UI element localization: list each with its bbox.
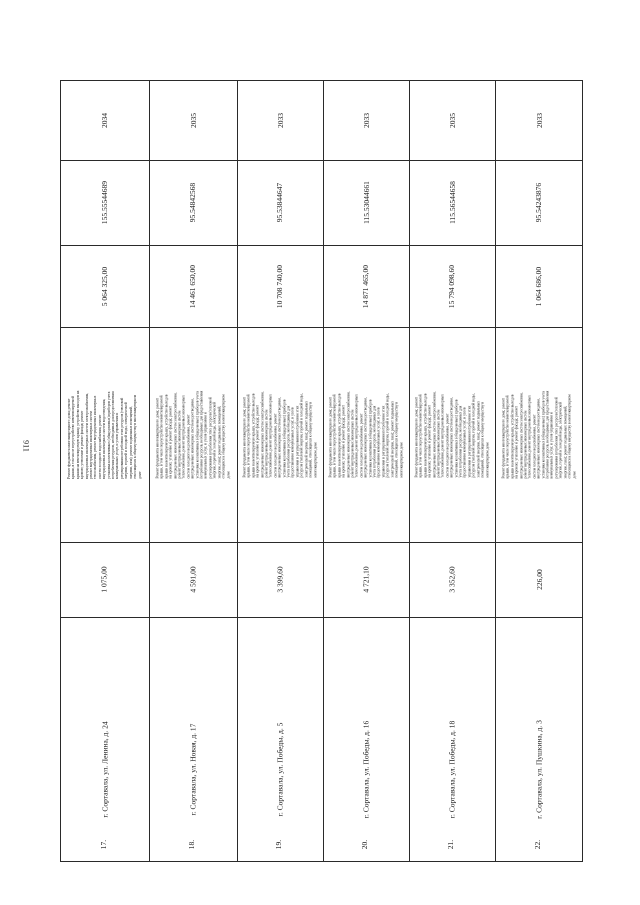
address-cell-text: г. Сортавала, ул. Победы, д. 5 xyxy=(275,722,285,817)
row-number: 17. xyxy=(98,839,108,850)
year-cell-text: 2035 xyxy=(188,112,198,128)
works-cell xyxy=(149,327,237,542)
table-row xyxy=(495,80,583,862)
table-row xyxy=(237,80,323,862)
code-cell-text: 115.53044661 xyxy=(361,181,371,224)
area-cell xyxy=(323,542,409,617)
cost-cell-text: 5 064 325,00 xyxy=(100,266,109,306)
code-cell xyxy=(60,160,149,245)
works-cell xyxy=(323,327,409,542)
cost-cell-text: 14 871 465,00 xyxy=(361,264,371,308)
cost-cell xyxy=(409,245,495,327)
year-cell-text: 2035 xyxy=(447,112,457,128)
area-cell-text: 226,00 xyxy=(534,569,544,590)
code-cell-text: 95.53844647 xyxy=(275,182,285,223)
cost-cell xyxy=(60,245,149,327)
year-cell xyxy=(495,80,583,160)
address-cell xyxy=(409,617,495,862)
year-cell xyxy=(60,80,149,160)
address-cell xyxy=(495,617,583,862)
address-cell xyxy=(237,617,323,862)
works-cell-text: Ремонт фундамента многоквартирного дома; ремонт крыши, в том числе переустройство невентилируемой крыши на вентилируемую крышу, устройство выходов на кровлю; утепление и ремонт фасада; ремонт внутридомовых инженерных систем электроснабжения, ремонт внутридомовых инженерных систем теплоснабжения, ремонт внутридомовых инженерных систем холодного водоснабжения, ремонт внутридомовых инженерных систем водоотведения, установка коллективных (общедомовых) приборов учета потребления ресурсов, необходимых для предоставления коммунальных услуг, и узлов управления и регулирования потребления этих ресурсов (тепловой энергии, горячей и холодной воды, электрической энергии, газа); ремонт подвальных помещений, относящихся к общему имуществу в многоквартирном доме xyxy=(414,391,490,478)
works-cell-text: Ремонт фундамента многоквартирного дома; ремонт крыши, в том числе переустройство невентилируемой крыши на вентилируемую крышу, устройство выходов на кровлю; утепление и ремонт фасада; ремонт внутридомовых инженерных систем электроснабжения, ремонт внутридомовых инженерных систем теплоснабжения, ремонт внутридомовых инженерных систем холодного водоснабжения, ремонт внутридомовых инженерных систем водоотведения, установка коллективных (общедомовых) приборов учета потребления ресурсов, необходимых для предоставления коммунальных услуг, и узлов управления и регулирования потребления этих ресурсов (тепловой энергии, горячей и холодной воды, электрической энергии, газа); ремонт подвальных помещений, относящихся к общему имуществу в многоквартирном доме xyxy=(501,390,577,479)
works-cell-text: Ремонт фундамента многоквартирного дома; ремонт крыши, в том числе переустройство невентилируемой крыши на вентилируемую крышу, устройство выходов на кровлю; утепление и ремонт фасада; ремонт внутридомовых инженерных систем электроснабжения, ремонт внутридомовых инженерных систем теплоснабжения, ремонт внутридомовых инженерных систем холодного водоснабжения, ремонт внутридомовых инженерных систем водоотведения, установка коллективных (общедомовых) приборов учета потребления ресурсов, необходимых для предоставления коммунальных услуг, и узлов управления и регулирования потребления этих ресурсов (тепловой энергии, горячей и холодной воды, электрической энергии, газа); ремонт подвальных помещений, относящихся к общему имуществу в многоквартирном доме xyxy=(242,391,318,478)
address-cell xyxy=(149,617,237,862)
area-cell-text: 3 399,60 xyxy=(275,566,285,593)
year-cell-text: 2034 xyxy=(100,112,109,128)
cost-cell xyxy=(495,245,583,327)
area-cell-text: 4 591,00 xyxy=(188,566,198,593)
code-cell-text: 95.54243876 xyxy=(534,182,544,223)
table-row xyxy=(149,80,237,862)
code-cell-text: 155.55544689 xyxy=(100,180,109,225)
area-cell xyxy=(60,542,149,617)
table-row xyxy=(60,80,149,862)
address-cell-text: г. Сортавала, ул. Победы, д. 18 xyxy=(447,720,457,819)
address-cell xyxy=(323,617,409,862)
cost-cell xyxy=(323,245,409,327)
row-number: 20. xyxy=(360,839,370,850)
row-number: 18. xyxy=(187,839,197,850)
works-cell-text: Ремонт фундамента многоквартирного дома; ремонт крыши, в том числе переустройство невентилируемой крыши на вентилируемую крышу, устройство выходов на кровлю; утепление и ремонт фасада; ремонт внутридомовых инженерных систем электроснабжения, ремонт внутридомовых инженерных систем теплоснабжения, ремонт внутридомовых инженерных систем холодного водоснабжения, ремонт внутридомовых инженерных систем водоотведения, установка коллективных (общедомовых) приборов учета потребления ресурсов, необходимых для предоставления коммунальных услуг, и узлов управления и регулирования потребления этих ресурсов (тепловой энергии, горячей и холодной воды, электрической энергии, газа); ремонт подвальных помещений, относящихся к общему имуществу в многоквартирном доме xyxy=(155,390,231,479)
works-cell xyxy=(495,327,583,542)
area-cell xyxy=(495,542,583,617)
address-cell-text: г. Сортавала, ул. Новая, д. 17 xyxy=(188,723,198,816)
table-row xyxy=(323,80,409,862)
year-cell xyxy=(409,80,495,160)
table-row xyxy=(409,80,495,862)
area-cell xyxy=(149,542,237,617)
page-number: 911 xyxy=(21,440,31,452)
works-cell xyxy=(409,327,495,542)
cost-cell-text: 10 708 740,00 xyxy=(275,264,285,308)
area-cell xyxy=(237,542,323,617)
address-cell-text: г. Сортавала, ул. Ленина, д. 24 xyxy=(100,721,109,818)
address-cell xyxy=(60,617,149,862)
code-cell-text: 95.54842568 xyxy=(188,182,198,223)
year-cell xyxy=(323,80,409,160)
area-cell-text: 1 075,00 xyxy=(100,566,109,593)
area-cell xyxy=(409,542,495,617)
code-cell xyxy=(409,160,495,245)
area-cell-text: 3 352,60 xyxy=(447,566,457,593)
year-cell-text: 2033 xyxy=(275,112,285,128)
row-number: 19. xyxy=(274,839,284,850)
year-cell xyxy=(149,80,237,160)
code-cell xyxy=(323,160,409,245)
row-number: 22. xyxy=(533,839,543,850)
cost-cell xyxy=(149,245,237,327)
works-cell xyxy=(237,327,323,542)
cost-cell-text: 14 461 650,00 xyxy=(188,264,198,308)
year-cell-text: 2033 xyxy=(361,112,371,128)
area-cell-text: 4 721,10 xyxy=(361,566,371,593)
code-cell xyxy=(495,160,583,245)
cost-cell-text: 15 794 098,60 xyxy=(447,264,457,308)
works-cell-text: Ремонт фундамента многоквартирного дома; ремонт крыши, в том числе переустройство невентилируемой крыши на вентилируемую крышу, устройство выходов на кровлю; утепление и ремонт фасада; ремонт внутридомовых инженерных систем электроснабжения, ремонт внутридомовых инженерных систем теплоснабжения, ремонт внутридомовых инженерных систем холодного водоснабжения, ремонт внутридомовых инженерных систем водоотведения, установка коллективных (общедомовых) приборов учета потребления ресурсов, необходимых для предоставления коммунальных услуг, и узлов управления и регулирования потребления этих ресурсов (тепловой энергии, горячей и холодной воды, электрической энергии, газа); ремонт подвальных помещений, относящихся к общему имуществу в многоквартирном доме xyxy=(67,390,142,479)
row-number: 21. xyxy=(446,839,456,850)
code-cell xyxy=(149,160,237,245)
cost-cell xyxy=(237,245,323,327)
year-cell xyxy=(237,80,323,160)
code-cell xyxy=(237,160,323,245)
year-cell-text: 2033 xyxy=(534,112,544,128)
address-cell-text: г. Сортавала, ул. Победы, д. 16 xyxy=(361,720,371,819)
cost-cell-text: 1 064 686,00 xyxy=(534,266,544,306)
works-table xyxy=(60,80,583,862)
code-cell-text: 115.56544658 xyxy=(447,181,457,224)
works-cell-text: Ремонт фундамента многоквартирного дома; ремонт крыши, в том числе переустройство невентилируемой крыши на вентилируемую крышу, устройство выходов на кровлю; утепление и ремонт фасада; ремонт внутридомовых инженерных систем электроснабжения, ремонт внутридомовых инженерных систем теплоснабжения, ремонт внутридомовых инженерных систем холодного водоснабжения, ремонт внутридомовых инженерных систем водоотведения, установка коллективных (общедомовых) приборов учета потребления ресурсов, необходимых для предоставления коммунальных услуг, и узлов управления и регулирования потребления этих ресурсов (тепловой энергии, горячей и холодной воды, электрической энергии, газа); ремонт подвальных помещений, относящихся к общему имуществу в многоквартирном доме xyxy=(328,391,404,478)
works-cell xyxy=(60,327,149,542)
address-cell-text: г. Сортавала, ул. Пушкина, д. 3 xyxy=(534,720,544,819)
